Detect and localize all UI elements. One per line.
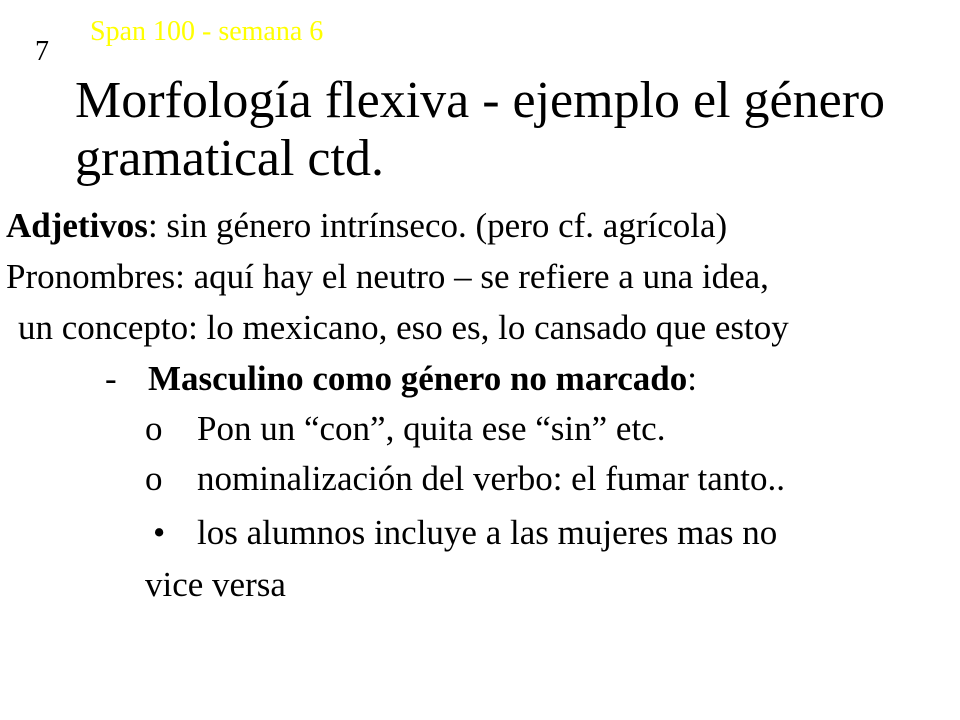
sub-item-alumnos — [145, 512, 777, 554]
sub-item-text: los alumnos incluye a las mujeres mas no — [197, 513, 778, 552]
concepto-line: un concepto: lo mexicano, eso es, lo cansado que estoy — [18, 308, 789, 347]
circle-bullet: o — [145, 459, 163, 498]
continuation-text: vice versa — [145, 565, 286, 604]
masculino-colon: : — [687, 359, 697, 398]
adjetivos-text: : sin género intrínseco. (pero cf. agrícola) — [147, 206, 728, 245]
slide-header: Span 100 - semana 6 — [90, 16, 324, 47]
slide-number: 7 — [35, 36, 49, 67]
adjetivos-line — [6, 205, 727, 247]
sub-item-text: Pon un “con”, quita ese “sin” etc. — [197, 409, 666, 448]
pronombres-line: Pronombres: aquí hay el neutro – se refiere a una idea, — [6, 257, 769, 296]
sub-item-nominalizacion — [145, 458, 785, 500]
sub-item-con-sin — [145, 408, 665, 450]
slide-title: Morfología flexiva - ejemplo el género gramatical ctd. — [75, 72, 886, 187]
circle-bullet: o — [145, 409, 163, 448]
masculino-term: Masculino como género no marcado — [148, 359, 688, 398]
adjetivos-term: Adjetivos — [6, 206, 148, 245]
masculino-item — [105, 358, 697, 400]
dash-bullet: - — [105, 359, 117, 398]
dot-bullet: • — [153, 513, 166, 552]
sub-item-text: nominalización del verbo: el fumar tanto.. — [197, 459, 785, 498]
